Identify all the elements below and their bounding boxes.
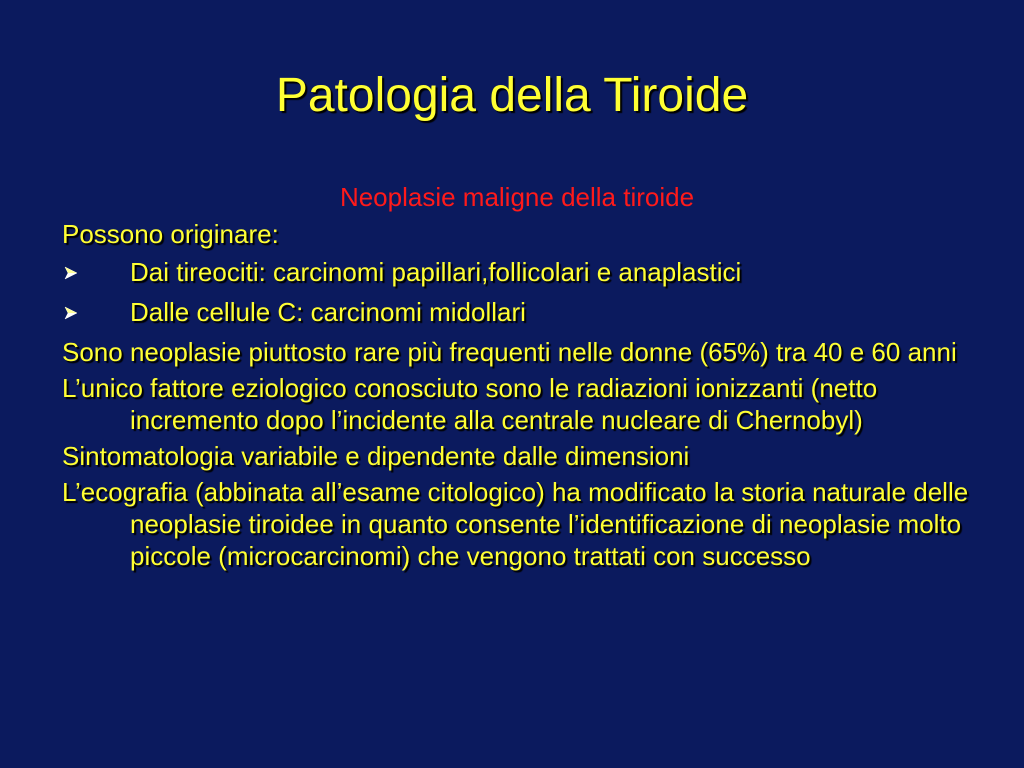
bullet-item	[62, 256, 972, 288]
paragraph: Sono neoplasie piuttosto rare più frequenti nelle donne (65%) tra 40 e 60 anni	[62, 337, 957, 367]
intro-text: Possono originare:	[62, 219, 279, 249]
paragraph: Sintomatologia variabile e dipendente dalle dimensioni	[62, 441, 690, 471]
paragraph: L’unico fattore eziologico conosciuto sono le radiazioni ionizzanti (netto incremento dopo l’incidente alla centrale nucleare di Chernobyl)	[62, 373, 878, 435]
bullet-text: Dai tireociti: carcinomi papillari,follicolari e anaplastici	[130, 257, 742, 287]
slide-title: Patologia della Tiroide	[275, 69, 749, 122]
slide-subtitle: Neoplasie maligne della tiroide	[339, 182, 695, 212]
arrowhead-bullet-icon	[64, 306, 78, 320]
paragraph: L’ecografia (abbinata all’esame citologico) ha modificato la storia naturale delle neoplasie tiroidee in quanto consente l’identificazione di neoplasie molto piccole (microcarcinomi) che vengono trattati con successo	[62, 477, 969, 571]
arrowhead-bullet-icon	[64, 266, 78, 280]
slide-body	[62, 180, 972, 576]
bullet-item	[62, 296, 972, 328]
bullet-text: Dalle cellule C: carcinomi midollari	[130, 297, 526, 327]
